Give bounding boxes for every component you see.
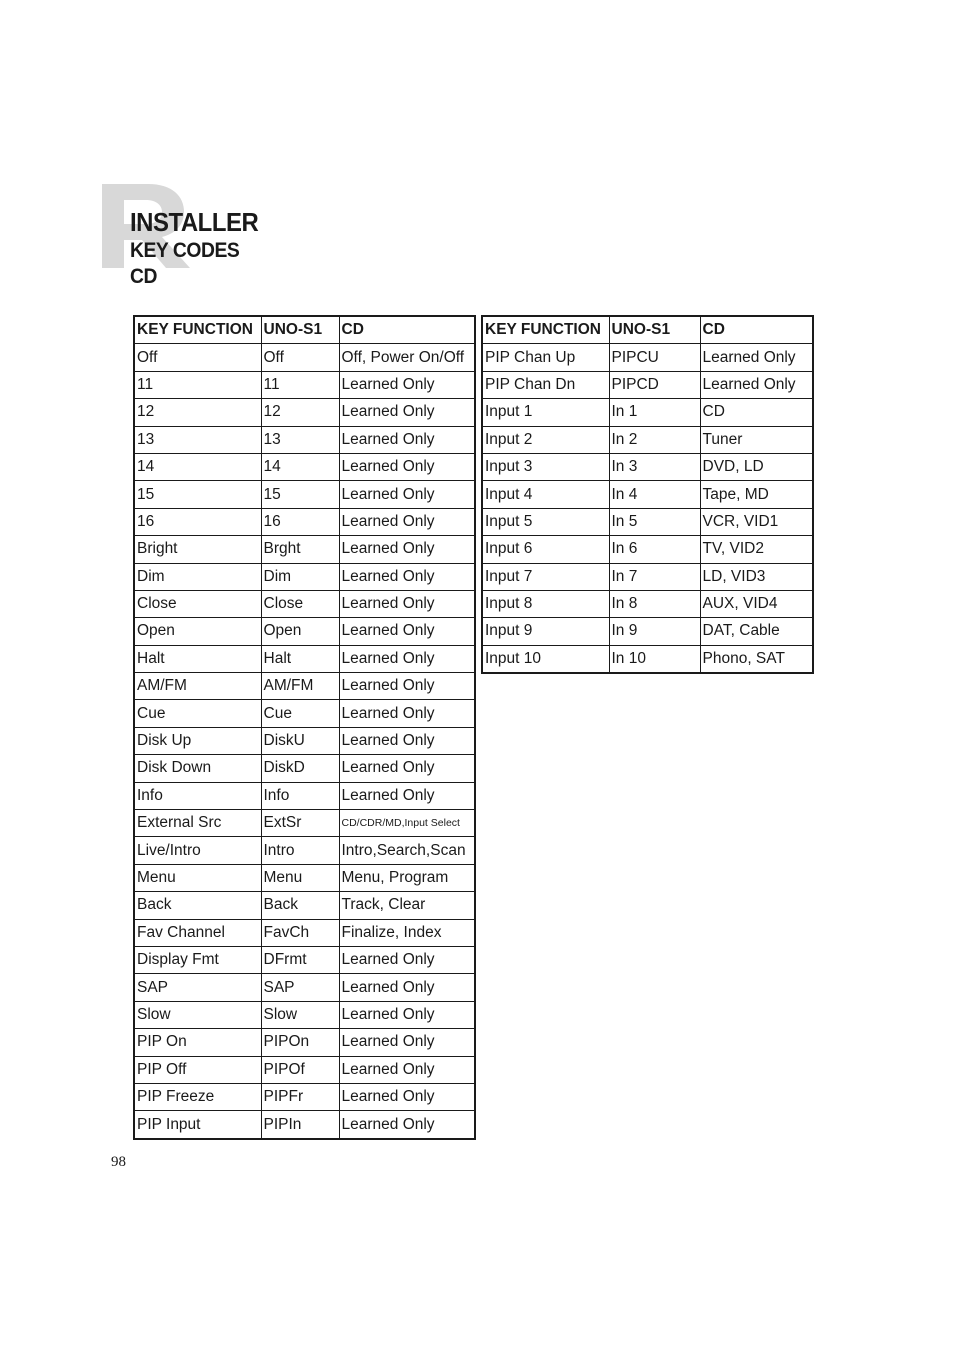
cell-uno-s1: SAP: [261, 974, 339, 1001]
cell-uno-s1: 15: [261, 481, 339, 508]
cell-cd: Learned Only: [339, 618, 475, 645]
cell-cd: Learned Only: [339, 426, 475, 453]
cell-uno-s1: ExtSr: [261, 810, 339, 837]
cell-cd: Learned Only: [339, 481, 475, 508]
table-row: [482, 563, 813, 590]
table-row: [134, 810, 475, 837]
cell-cd: Phono, SAT: [700, 645, 813, 673]
table-row: [134, 371, 475, 398]
cell-cd: Learned Only: [339, 371, 475, 398]
cell-key-function: Input 3: [482, 453, 609, 480]
table-row: [134, 453, 475, 480]
cell-cd: Learned Only: [339, 645, 475, 672]
cell-uno-s1: Intro: [261, 837, 339, 864]
cell-key-function: Input 2: [482, 426, 609, 453]
cell-uno-s1: 12: [261, 399, 339, 426]
cell-uno-s1: In 2: [609, 426, 700, 453]
cell-cd: Learned Only: [339, 1083, 475, 1110]
table-row: [482, 344, 813, 371]
cell-key-function: Live/Intro: [134, 837, 261, 864]
table-row: [134, 1083, 475, 1110]
cell-cd: Off, Power On/Off: [339, 344, 475, 371]
cell-uno-s1: Off: [261, 344, 339, 371]
table-row: [134, 837, 475, 864]
cell-key-function: PIP Freeze: [134, 1083, 261, 1110]
table-row: [482, 426, 813, 453]
table-row: [134, 1056, 475, 1083]
cell-cd: Learned Only: [339, 782, 475, 809]
page-heading: [130, 206, 269, 290]
cell-cd: Learned Only: [339, 1001, 475, 1028]
cell-key-function: Input 1: [482, 399, 609, 426]
table-row: [134, 563, 475, 590]
cell-key-function: Off: [134, 344, 261, 371]
table-row: [134, 700, 475, 727]
column-header-uno-s1: UNO-S1: [609, 316, 700, 344]
cell-key-function: Disk Up: [134, 727, 261, 754]
cell-cd: Learned Only: [339, 563, 475, 590]
cell-cd: Learned Only: [339, 974, 475, 1001]
cell-cd: Learned Only: [339, 1056, 475, 1083]
table-row: [134, 1111, 475, 1139]
cell-uno-s1: In 9: [609, 618, 700, 645]
table-row: [482, 481, 813, 508]
cell-key-function: Input 9: [482, 618, 609, 645]
table-row: [134, 481, 475, 508]
table-row: [482, 618, 813, 645]
cell-cd: AUX, VID4: [700, 590, 813, 617]
table-row: [482, 590, 813, 617]
table-row: [134, 1029, 475, 1056]
table-row: [134, 508, 475, 535]
cell-cd: CD: [700, 399, 813, 426]
cell-uno-s1: DFrmt: [261, 946, 339, 973]
cell-key-function: Input 8: [482, 590, 609, 617]
cell-key-function: Menu: [134, 864, 261, 891]
cell-key-function: 13: [134, 426, 261, 453]
cell-uno-s1: In 1: [609, 399, 700, 426]
cell-cd: Learned Only: [339, 946, 475, 973]
table-row: [134, 864, 475, 891]
cell-cd: Learned Only: [339, 1111, 475, 1139]
cell-uno-s1: In 3: [609, 453, 700, 480]
table-row: [482, 399, 813, 426]
cell-key-function: External Src: [134, 810, 261, 837]
cell-cd: Learned Only: [339, 399, 475, 426]
table-row: [134, 727, 475, 754]
cell-uno-s1: Open: [261, 618, 339, 645]
table-row: [482, 536, 813, 563]
cell-cd: VCR, VID1: [700, 508, 813, 535]
cell-uno-s1: 11: [261, 371, 339, 398]
cell-uno-s1: PIPFr: [261, 1083, 339, 1110]
cell-key-function: SAP: [134, 974, 261, 1001]
cell-key-function: 15: [134, 481, 261, 508]
cell-cd: Learned Only: [339, 508, 475, 535]
cell-cd: Track, Clear: [339, 892, 475, 919]
cell-cd: DAT, Cable: [700, 618, 813, 645]
cell-uno-s1: PIPOf: [261, 1056, 339, 1083]
cell-cd: DVD, LD: [700, 453, 813, 480]
cell-uno-s1: PIPCD: [609, 371, 700, 398]
column-header-key-function: KEY FUNCTION: [134, 316, 261, 344]
cell-key-function: PIP Chan Dn: [482, 371, 609, 398]
table-row: [134, 755, 475, 782]
table-row: [134, 426, 475, 453]
cell-uno-s1: Slow: [261, 1001, 339, 1028]
cell-cd: Learned Only: [339, 727, 475, 754]
table-row: [482, 645, 813, 673]
column-header-uno-s1: UNO-S1: [261, 316, 339, 344]
column-header-key-function: KEY FUNCTION: [482, 316, 609, 344]
column-header-cd: CD: [700, 316, 813, 344]
cell-key-function: PIP Input: [134, 1111, 261, 1139]
table-header-row: [134, 316, 475, 344]
cell-cd: Learned Only: [339, 673, 475, 700]
cell-uno-s1: In 10: [609, 645, 700, 673]
table-row: [134, 974, 475, 1001]
cell-uno-s1: FavCh: [261, 919, 339, 946]
cell-cd: Learned Only: [339, 453, 475, 480]
cell-key-function: Input 10: [482, 645, 609, 673]
table-row: [134, 1001, 475, 1028]
cell-cd: Learned Only: [700, 344, 813, 371]
cell-key-function: Display Fmt: [134, 946, 261, 973]
cell-key-function: Halt: [134, 645, 261, 672]
cell-cd: Learned Only: [700, 371, 813, 398]
cell-uno-s1: 13: [261, 426, 339, 453]
cell-uno-s1: DiskD: [261, 755, 339, 782]
cell-key-function: 11: [134, 371, 261, 398]
cell-uno-s1: AM/FM: [261, 673, 339, 700]
cell-key-function: PIP On: [134, 1029, 261, 1056]
cell-cd: LD, VID3: [700, 563, 813, 590]
table-row: [134, 618, 475, 645]
table-header-row: [482, 316, 813, 344]
cell-cd: Intro,Search,Scan: [339, 837, 475, 864]
table-row: [134, 946, 475, 973]
cell-uno-s1: PIPOn: [261, 1029, 339, 1056]
cell-cd: CD/CDR/MD,Input Select: [339, 810, 475, 837]
cell-key-function: PIP Chan Up: [482, 344, 609, 371]
cell-cd: Finalize, Index: [339, 919, 475, 946]
cell-key-function: Dim: [134, 563, 261, 590]
cell-cd: TV, VID2: [700, 536, 813, 563]
cell-key-function: Open: [134, 618, 261, 645]
cell-uno-s1: PIPCU: [609, 344, 700, 371]
cell-key-function: Close: [134, 590, 261, 617]
cell-key-function: Info: [134, 782, 261, 809]
cell-cd: Menu, Program: [339, 864, 475, 891]
cell-uno-s1: Brght: [261, 536, 339, 563]
cell-uno-s1: In 4: [609, 481, 700, 508]
cell-cd: Learned Only: [339, 590, 475, 617]
cell-key-function: Input 6: [482, 536, 609, 563]
page-number: 98: [111, 1154, 126, 1170]
section-subtitle: KEY CODES: [130, 239, 240, 262]
cell-key-function: Input 5: [482, 508, 609, 535]
cell-key-function: 14: [134, 453, 261, 480]
cell-key-function: Slow: [134, 1001, 261, 1028]
cell-uno-s1: 16: [261, 508, 339, 535]
table-row: [482, 508, 813, 535]
cell-key-function: 16: [134, 508, 261, 535]
cell-key-function: Disk Down: [134, 755, 261, 782]
cell-uno-s1: Dim: [261, 563, 339, 590]
table-row: [134, 344, 475, 371]
cell-uno-s1: Halt: [261, 645, 339, 672]
table-row: [134, 590, 475, 617]
cell-uno-s1: Close: [261, 590, 339, 617]
cell-key-function: Back: [134, 892, 261, 919]
cell-cd: Tuner: [700, 426, 813, 453]
column-header-cd: CD: [339, 316, 475, 344]
table-row: [134, 892, 475, 919]
device-title: CD: [130, 265, 157, 288]
table-row: [482, 453, 813, 480]
table-row: [134, 399, 475, 426]
table-row: [134, 645, 475, 672]
cell-uno-s1: PIPIn: [261, 1111, 339, 1139]
cell-key-function: Input 7: [482, 563, 609, 590]
table-row: [134, 673, 475, 700]
cell-key-function: AM/FM: [134, 673, 261, 700]
cell-cd: Tape, MD: [700, 481, 813, 508]
cell-uno-s1: Menu: [261, 864, 339, 891]
cell-key-function: Bright: [134, 536, 261, 563]
cell-cd: Learned Only: [339, 755, 475, 782]
cell-cd: Learned Only: [339, 1029, 475, 1056]
cell-key-function: Fav Channel: [134, 919, 261, 946]
cell-uno-s1: Cue: [261, 700, 339, 727]
cell-uno-s1: In 8: [609, 590, 700, 617]
key-codes-table-right: [481, 315, 814, 674]
cell-uno-s1: Info: [261, 782, 339, 809]
table-row: [134, 919, 475, 946]
cell-uno-s1: Back: [261, 892, 339, 919]
table-row: [134, 782, 475, 809]
cell-cd: Learned Only: [339, 536, 475, 563]
table-row: [134, 536, 475, 563]
cell-uno-s1: In 6: [609, 536, 700, 563]
cell-uno-s1: DiskU: [261, 727, 339, 754]
cell-uno-s1: In 5: [609, 508, 700, 535]
key-codes-table-left: [133, 315, 476, 1140]
cell-key-function: Cue: [134, 700, 261, 727]
cell-cd: Learned Only: [339, 700, 475, 727]
cell-key-function: PIP Off: [134, 1056, 261, 1083]
cell-uno-s1: 14: [261, 453, 339, 480]
section-title: INSTALLER: [130, 207, 259, 237]
cell-key-function: Input 4: [482, 481, 609, 508]
cell-key-function: 12: [134, 399, 261, 426]
cell-uno-s1: In 7: [609, 563, 700, 590]
table-row: [482, 371, 813, 398]
